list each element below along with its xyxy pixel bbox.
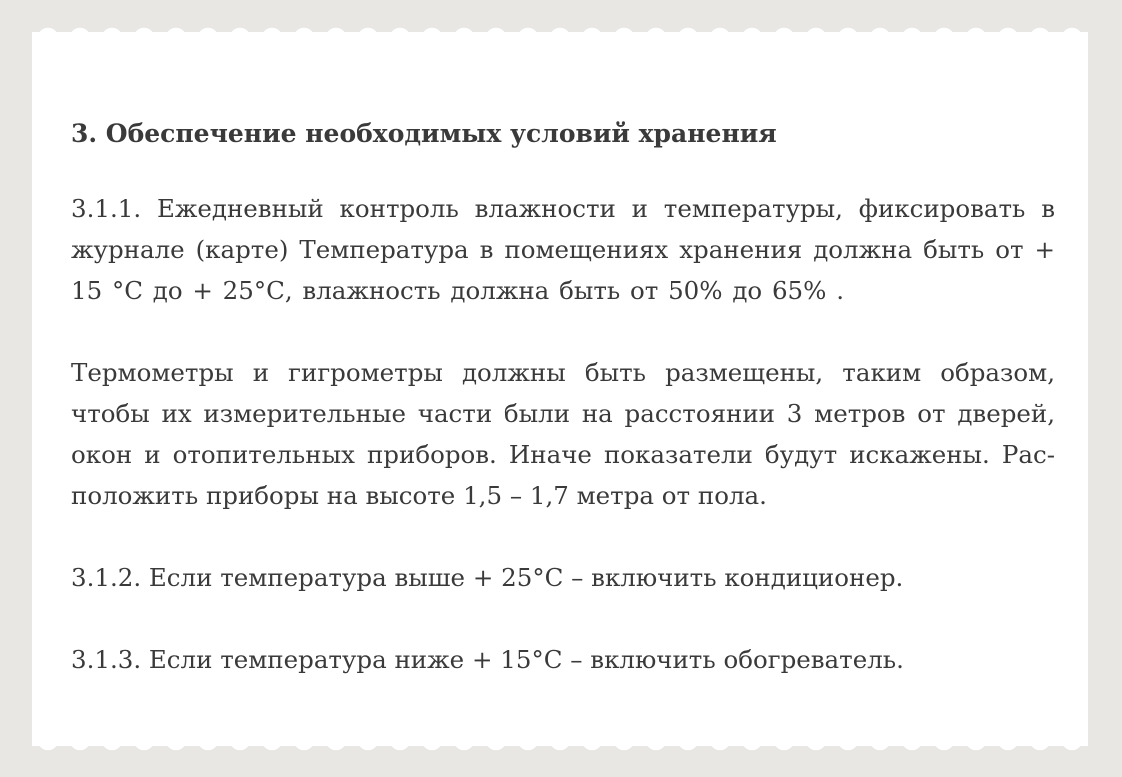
paragraph-3-1-1: 3.1.1. Ежедневный контроль влажности и температуры, фиксировать в журнале (карте) Температура в помещениях хранения должна быть от + 15 °С до + 25°С, влажность должна быть от 50% до 65% . xyxy=(71,194,1055,305)
paragraph-3-1-2: 3.1.2. Если температура выше + 25°С – включить кондиционер. xyxy=(71,563,904,592)
document-sheet xyxy=(32,32,1088,746)
sheet-top-edge xyxy=(32,26,1088,38)
paragraph-thermometers: Термометры и гигрометры должны быть размещены, таким образом, чтобы их измерительные части были на расстоянии 3 метров от дверей, окон и отопительных приборов. Иначе показатели будут искажены. Рас- положить приборы на высоте 1,5 – 1,7 метра от пола. xyxy=(71,358,1055,510)
section-heading: 3. Обеспечение необходимых условий хранения xyxy=(71,119,777,148)
document-body xyxy=(71,118,1055,721)
sheet-bottom-edge xyxy=(32,740,1088,752)
paragraph-3-1-3: 3.1.3. Если температура ниже + 15°С – включить обогреватель. xyxy=(71,645,904,674)
